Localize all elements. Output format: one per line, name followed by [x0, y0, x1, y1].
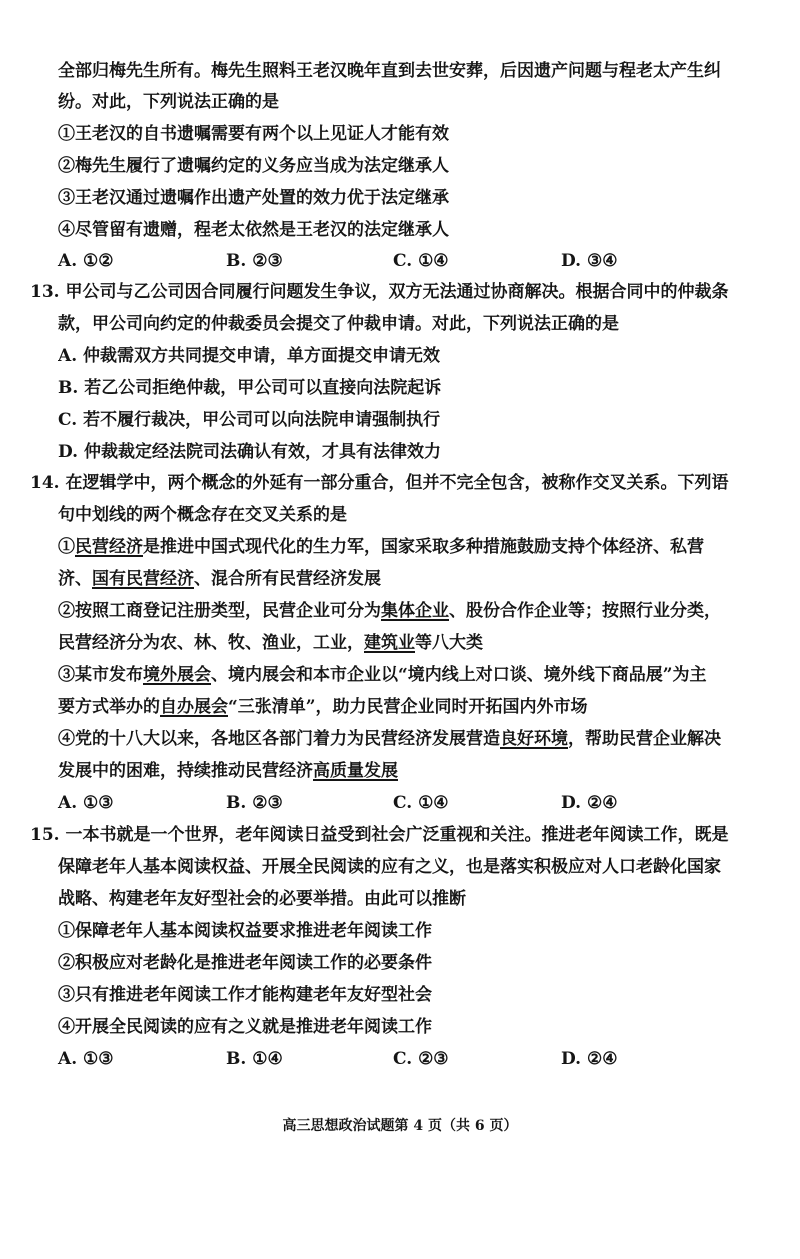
q14-s3-underlined-2: 自办展会: [160, 697, 228, 717]
q14-s4-underlined-2: 高质量发展: [313, 761, 398, 781]
q13-stem-line-2: 款，甲公司向约定的仲裁委员会提交了仲裁申请。对此，下列说法正确的是: [58, 314, 619, 334]
q14-s2-text-1: ②按照工商登记注册类型，民营企业可分为: [58, 601, 381, 621]
q12-stem-line-2: 纷。对此，下列说法正确的是: [58, 92, 279, 112]
q14-statement-1-line-2: [58, 568, 748, 590]
q15-option-a: A. ①③: [58, 1049, 114, 1069]
q14-s3-text-1: ③某市发布: [58, 665, 143, 685]
q13-option-c: C. 若不履行裁决，甲公司可以向法院申请强制执行: [58, 410, 441, 430]
q14-option-a: A. ①③: [58, 793, 114, 813]
q14-s1-marker: ①: [58, 537, 75, 557]
q13-option-a: A. 仲裁需双方共同提交申请，单方面提交申请无效: [58, 346, 441, 366]
q14-statement-4-line-2: [58, 760, 748, 782]
q13-option-b: B. 若乙公司拒绝仲裁，甲公司可以直接向法院起诉: [58, 378, 442, 398]
q14-number: 14.: [30, 473, 60, 493]
q15-statement-1: ①保障老年人基本阅读权益要求推进老年阅读工作: [58, 921, 432, 941]
q12-option-c: C. ①④: [393, 251, 449, 271]
q14-stem-text-1: 在逻辑学中，两个概念的外延有一部分重合，但并不完全包含，被称作交叉关系。下列语: [65, 473, 729, 493]
q12-statement-4: ④尽管留有遗赠，程老太依然是王老汉的法定继承人: [58, 220, 449, 240]
q14-s1-underlined-1: 民营经济: [75, 537, 143, 557]
q14-s1-text-1: 是推进中国式现代化的生力军，国家采取多种措施鼓励支持个体经济、私营: [143, 537, 704, 557]
page-footer: 高三思想政治试题第 4 页（共 6 页）: [282, 1118, 518, 1134]
q14-s3-text-3: 要方式举办的: [58, 697, 160, 717]
q14-s4-underlined-1: 良好环境: [500, 729, 568, 749]
q15-statement-3: ③只有推进老年阅读工作才能构建老年友好型社会: [58, 985, 432, 1005]
q14-s1-underlined-2: 国有民营经济: [92, 569, 194, 589]
q13-stem-text-1: 甲公司与乙公司因合同履行问题发生争议，双方无法通过协商解决。根据合同中的仲裁条: [65, 282, 729, 302]
q14-statement-4-line-1: [58, 728, 748, 750]
q14-s2-underlined-1: 集体企业: [381, 601, 449, 621]
q14-s3-text-4: “三张清单”，助力民营企业同时开拓国内外市场: [228, 697, 588, 717]
q15-stem-line-1: [30, 824, 750, 846]
q14-s4-text-3: 发展中的困难，持续推动民营经济: [58, 761, 313, 781]
q14-statement-2-line-1: [58, 600, 748, 622]
q15-option-c: C. ②③: [393, 1049, 449, 1069]
q14-s3-text-2: 、境内展会和本市企业以“境内线上对口谈、境外线下商品展”为主: [211, 665, 707, 685]
q15-stem-text-1: 一本书就是一个世界，老年阅读日益受到社会广泛重视和关注。推进老年阅读工作，既是: [65, 825, 729, 845]
q14-s2-underlined-2: 建筑业: [364, 633, 415, 653]
q14-s4-text-2: ，帮助民营企业解决: [568, 729, 721, 749]
q13-number: 13.: [30, 282, 60, 302]
q14-statement-3-line-1: [58, 664, 748, 686]
q14-s2-text-4: 等八大类: [415, 633, 483, 653]
q13-stem-line-1: [30, 281, 750, 303]
q15-statement-2: ②积极应对老龄化是推进老年阅读工作的必要条件: [58, 953, 432, 973]
q14-statement-1-line-1: [58, 536, 748, 558]
q15-number: 15.: [30, 825, 60, 845]
q15-statement-4: ④开展全民阅读的应有之义就是推进老年阅读工作: [58, 1017, 432, 1037]
q15-stem-line-2: 保障老年人基本阅读权益、开展全民阅读的应有之义，也是落实积极应对人口老龄化国家: [58, 857, 721, 877]
q14-s3-underlined-1: 境外展会: [143, 665, 211, 685]
q13-option-d: D. 仲裁裁定经法院司法确认有效，才具有法律效力: [58, 442, 441, 462]
q12-statement-3: ③王老汉通过遗嘱作出遗产处置的效力优于法定继承: [58, 188, 449, 208]
q12-option-a: A. ①②: [58, 251, 114, 271]
q14-statement-3-line-2: [58, 696, 748, 718]
q14-stem-line-1: [30, 472, 750, 494]
q14-stem-line-2: 句中划线的两个概念存在交叉关系的是: [58, 505, 347, 525]
q14-option-c: C. ①④: [393, 793, 449, 813]
q14-s2-text-2: 、股份合作企业等；按照行业分类，: [449, 601, 721, 621]
q14-option-d: D. ②④: [561, 793, 618, 813]
q12-statement-2: ②梅先生履行了遗嘱约定的义务应当成为法定继承人: [58, 156, 449, 176]
q14-s1-text-3: 、混合所有民营经济发展: [194, 569, 381, 589]
q14-s4-text-1: ④党的十八大以来，各地区各部门着力为民营经济发展营造: [58, 729, 500, 749]
q12-stem-line-1: 全部归梅先生所有。梅先生照料王老汉晚年直到去世安葬，后因遗产问题与程老太产生纠: [58, 61, 721, 81]
q12-statement-1: ①王老汉的自书遗嘱需要有两个以上见证人才能有效: [58, 124, 449, 144]
q14-s1-text-2: 济、: [58, 569, 92, 589]
q15-option-d: D. ②④: [561, 1049, 618, 1069]
q14-option-b: B. ②③: [226, 793, 283, 813]
q15-stem-line-3: 战略、构建老年友好型社会的必要举措。由此可以推断: [58, 889, 466, 909]
q15-option-b: B. ①④: [226, 1049, 283, 1069]
q14-s2-text-3: 民营经济分为农、林、牧、渔业，工业，: [58, 633, 364, 653]
q14-statement-2-line-2: [58, 632, 748, 654]
q12-option-d: D. ③④: [561, 251, 618, 271]
q12-option-b: B. ②③: [226, 251, 283, 271]
